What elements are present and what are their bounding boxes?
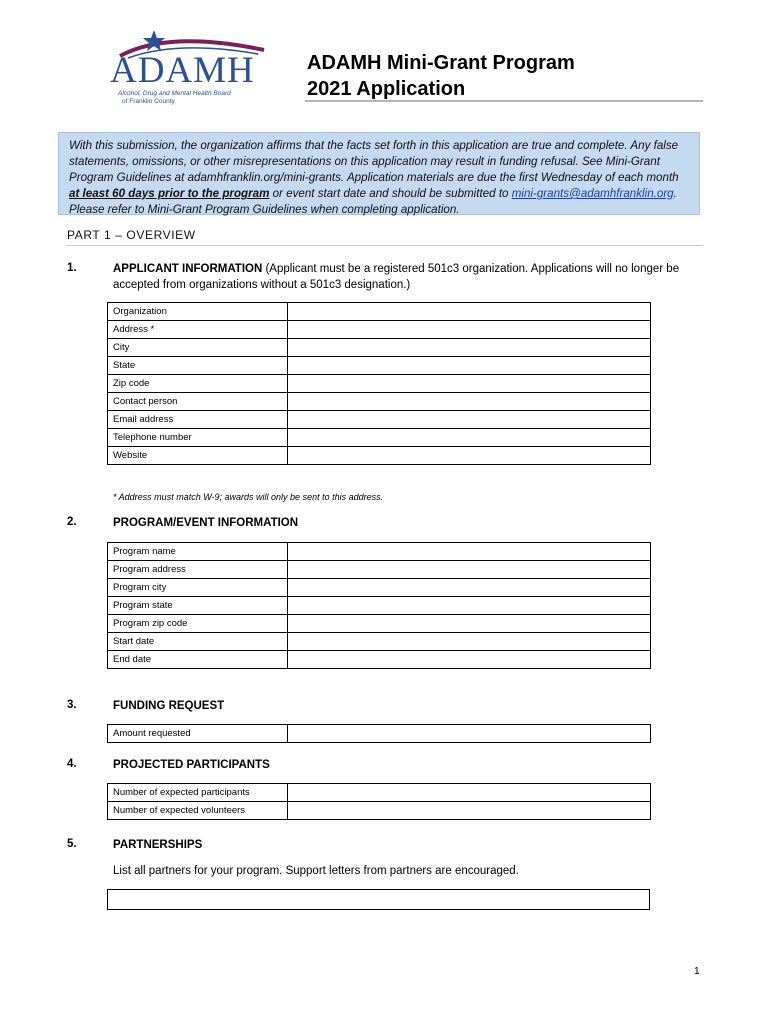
page-number: 1 xyxy=(694,966,700,977)
section-5-description: List all partners for your program. Support letters from partners are encouraged. xyxy=(113,865,519,877)
table-row xyxy=(108,375,651,393)
field-input[interactable] xyxy=(288,579,651,597)
table-row xyxy=(108,615,651,633)
table-row xyxy=(108,561,651,579)
table-row xyxy=(108,579,651,597)
field-input[interactable] xyxy=(288,597,651,615)
notice-text-3: . Please refer to Mini-Grant Program Guidelines when completing application. xyxy=(69,187,677,216)
part-1-heading: PART 1 – OVERVIEW xyxy=(67,228,196,242)
partners-input[interactable] xyxy=(107,889,650,910)
logo-tagline: Alcohol, Drug and Mental Health Board xyxy=(118,90,231,97)
field-input[interactable] xyxy=(288,357,651,375)
field-label: Address * xyxy=(108,321,288,339)
field-label: End date xyxy=(108,651,288,669)
table-row xyxy=(108,303,651,321)
field-label: Program zip code xyxy=(108,615,288,633)
field-label: Website xyxy=(108,447,288,465)
table-row xyxy=(108,597,651,615)
table-row xyxy=(108,357,651,375)
section-5-heading: PARTNERSHIPS xyxy=(113,839,203,851)
field-input[interactable] xyxy=(288,303,651,321)
field-label: Number of expected volunteers xyxy=(108,802,288,820)
section-2-number: 2. xyxy=(67,516,77,528)
section-1-heading: APPLICANT INFORMATION xyxy=(113,263,263,275)
field-input[interactable] xyxy=(288,561,651,579)
table-row xyxy=(108,633,651,651)
section-1-desc-text: (Applicant must be a registered 501c3 organization. Applications will no longer be accepted from organizations without a 501c3 designation.) xyxy=(113,263,680,291)
table-row xyxy=(108,651,651,669)
table-row xyxy=(108,339,651,357)
section-4-number: 4. xyxy=(67,758,77,770)
section-1-description xyxy=(113,261,703,293)
address-note: * Address must match W-9; awards will only be sent to this address. xyxy=(113,492,384,502)
section-4-heading: PROJECTED PARTICIPANTS xyxy=(113,759,270,771)
notice-deadline: at least 60 days prior to the program xyxy=(69,187,270,200)
applicant-info-table xyxy=(107,302,651,465)
field-label: Number of expected participants xyxy=(108,784,288,802)
field-input[interactable] xyxy=(288,651,651,669)
email-link[interactable]: mini-grants@adamhfranklin.org xyxy=(511,187,674,200)
table-row xyxy=(108,321,651,339)
table-row xyxy=(108,543,651,561)
field-input[interactable] xyxy=(288,411,651,429)
table-row xyxy=(108,802,651,820)
field-label: Program address xyxy=(108,561,288,579)
field-input[interactable] xyxy=(288,339,651,357)
table-row xyxy=(108,784,651,802)
field-input[interactable] xyxy=(288,633,651,651)
field-input[interactable] xyxy=(288,447,651,465)
table-row xyxy=(108,725,651,743)
title-line-2: 2021 Application xyxy=(307,78,466,100)
field-label: Organization xyxy=(108,303,288,321)
table-row xyxy=(108,411,651,429)
section-5-number: 5. xyxy=(67,838,77,850)
field-label: Program state xyxy=(108,597,288,615)
participants-table xyxy=(107,783,651,820)
adamh-logo xyxy=(108,28,268,108)
field-input[interactable] xyxy=(288,802,651,820)
title-divider xyxy=(305,100,703,102)
field-input[interactable] xyxy=(288,429,651,447)
field-label: Contact person xyxy=(108,393,288,411)
affirmation-notice xyxy=(58,132,700,215)
table-row xyxy=(108,429,651,447)
field-label: Zip code xyxy=(108,375,288,393)
field-input[interactable] xyxy=(288,321,651,339)
section-2-heading: PROGRAM/EVENT INFORMATION xyxy=(113,517,299,529)
table-row xyxy=(108,393,651,411)
field-label: Start date xyxy=(108,633,288,651)
field-label: City xyxy=(108,339,288,357)
field-input[interactable] xyxy=(288,615,651,633)
part-divider xyxy=(66,245,703,246)
section-1-number: 1. xyxy=(67,262,77,274)
field-label: Email address xyxy=(108,411,288,429)
field-input[interactable] xyxy=(288,725,651,743)
logo-county: of Franklin County xyxy=(122,98,175,105)
logo-wordmark: ADAMH xyxy=(110,50,255,91)
program-info-table xyxy=(107,542,651,669)
field-label: Telephone number xyxy=(108,429,288,447)
field-input[interactable] xyxy=(288,375,651,393)
notice-text-1: With this submission, the organization affirms that the facts set forth in this application are true and complete. Any false statements, omissions, or other misrepresentations on this application may result in funding refusal. See Mini-Grant Program Guidelines at adamhfranklin.org/mini-grants. Application materials are due the first Wednesday of each month xyxy=(69,139,679,184)
section-3-heading: FUNDING REQUEST xyxy=(113,700,225,712)
field-label: Program name xyxy=(108,543,288,561)
table-row xyxy=(108,447,651,465)
page-title xyxy=(307,50,575,102)
field-input[interactable] xyxy=(288,784,651,802)
notice-text-2: or event start date and should be submitted to xyxy=(269,187,512,200)
section-3-number: 3. xyxy=(67,699,77,711)
field-input[interactable] xyxy=(288,543,651,561)
title-line-1: ADAMH Mini-Grant Program xyxy=(307,52,575,74)
field-label: State xyxy=(108,357,288,375)
field-label: Amount requested xyxy=(108,725,288,743)
field-label: Program city xyxy=(108,579,288,597)
field-input[interactable] xyxy=(288,393,651,411)
funding-request-table xyxy=(107,724,651,743)
